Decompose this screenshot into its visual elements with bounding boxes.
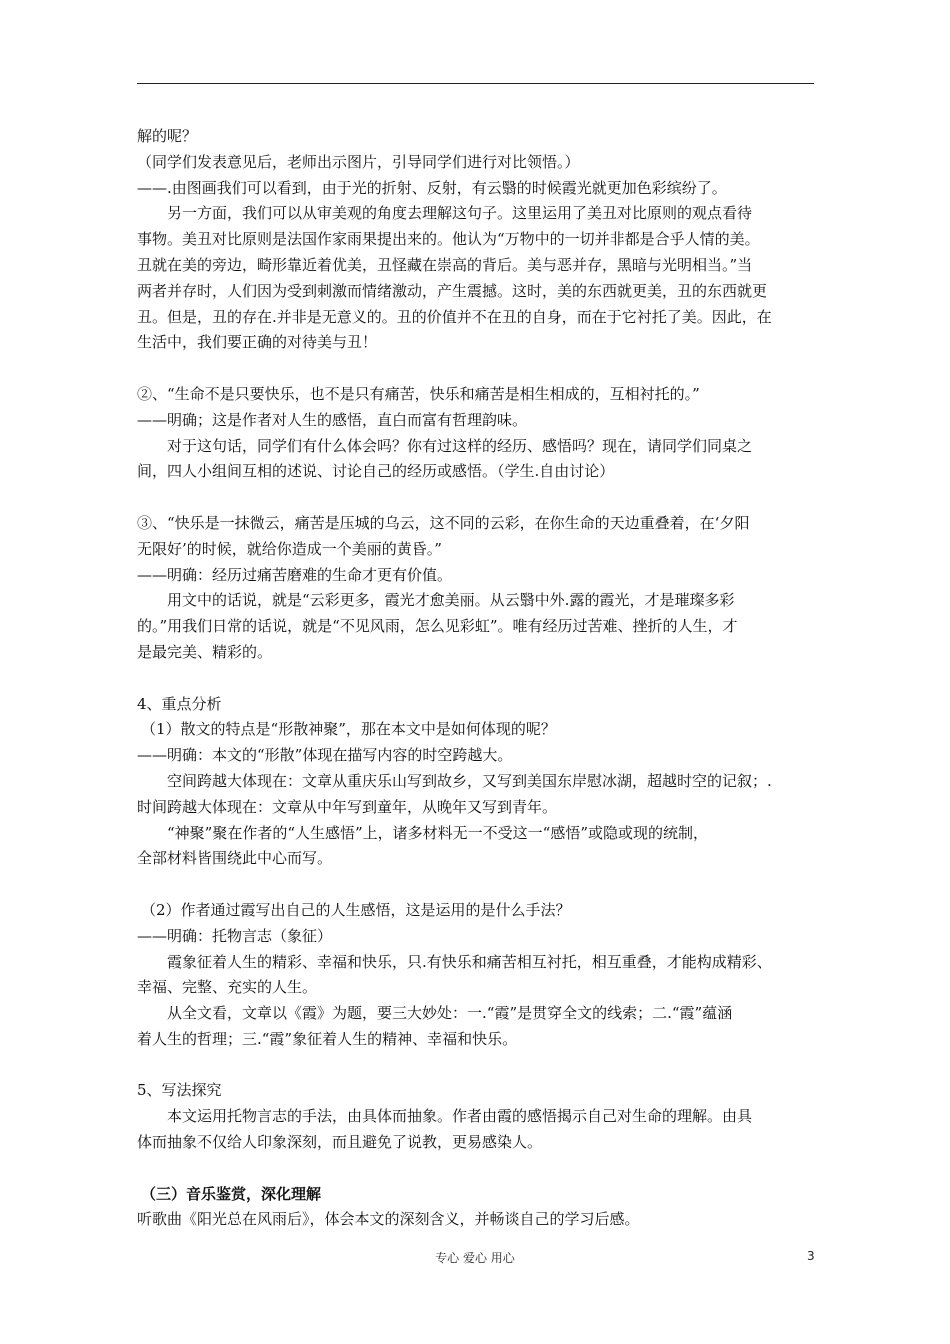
text-line: 对于这句话，同学们有什么体会吗？你有过这样的经历、感悟吗？现在，请同学们同桌之 bbox=[167, 436, 753, 455]
text-line: 全部材料皆围绕此中心而写。 bbox=[137, 849, 333, 868]
text-line: 着人生的哲理；三.“霞”象征着人生的精神、幸福和快乐。 bbox=[137, 1029, 518, 1048]
text-line: ——明确：本文的“形散”体现在描写内容的时空跨越大。 bbox=[137, 746, 513, 765]
text-line: 无限好’的时候，就给你造成一个美丽的黄昏。” bbox=[137, 539, 442, 558]
text-line: 丑。但是，丑的存在.并非是无意义的。丑的价值并不在丑的自身，而在于它衬托了美。因此，在 bbox=[137, 307, 772, 326]
text-line: ③、“快乐是一抹微云，痛苦是压城的乌云，这不同的云彩，在你生命的天边重叠着，在‘夕阳 bbox=[137, 513, 750, 532]
text-line: 本文运用托物言志的手法，由具体而抽象。作者由霞的感悟揭示自己对生命的理解。由具 bbox=[167, 1107, 753, 1126]
text-line: （2）作者通过霞写出自己的人生感悟，这是运用的是什么手法？ bbox=[141, 900, 571, 919]
page-number: 3 bbox=[807, 1249, 815, 1263]
text-line: 空间跨越大体现在：文章从重庆乐山写到故乡，又写到美国东岸慰冰湖，超越时空的记叙；. bbox=[167, 771, 772, 790]
section-heading: （三）音乐鉴赏，深化理解 bbox=[141, 1184, 322, 1203]
text-line: ——.由图画我们可以看到，由于光的折射、反射，有云翳的时候霞光就更加色彩缤纷了。 bbox=[137, 178, 727, 197]
text-line: 是最完美、精彩的。 bbox=[137, 642, 273, 661]
text-line: （1）散文的特点是“形散神聚”，那在本文中是如何体现的呢？ bbox=[141, 720, 556, 739]
text-line: 霞象征着人生的精彩、幸福和快乐，只.有快乐和痛苦相互衬托，相互重叠，才能构成精彩、 bbox=[167, 952, 772, 971]
text-line: 体而抽象不仅给人印象深刻，而且避免了说教，更易感染人。 bbox=[137, 1133, 543, 1152]
blank-line bbox=[137, 485, 815, 511]
blank-line bbox=[137, 356, 815, 382]
text-line: ——明确：经历过痛苦磨难的生命才更有价值。 bbox=[137, 565, 453, 584]
text-line: 幸福、完整、充实的人生。 bbox=[137, 978, 318, 997]
text-line: ②、“生命不是只要快乐，也不是只有痛苦，快乐和痛苦是相生相成的，互相衬托的。” bbox=[137, 384, 700, 403]
text-line: 解的呢？ bbox=[137, 127, 198, 145]
blank-line bbox=[137, 666, 815, 692]
document-body bbox=[137, 124, 815, 1233]
header-rule bbox=[137, 83, 814, 84]
blank-line bbox=[137, 872, 815, 898]
page-footer bbox=[0, 1249, 950, 1269]
text-line: 用文中的话说，就是“云彩更多，霞光才愈美丽。从云翳中外.露的霞光，才是璀璨多彩 bbox=[167, 591, 735, 610]
text-line: （同学们发表意见后，老师出示图片，引导同学们进行对比领悟。） bbox=[137, 152, 580, 171]
footer-motto: 专心 爱心 用心 bbox=[435, 1251, 515, 1265]
text-line: 4、重点分析 bbox=[137, 694, 222, 713]
text-line: 生活中，我们要正确的对待美与丑！ bbox=[137, 333, 378, 352]
blank-line bbox=[137, 1053, 815, 1079]
blank-line bbox=[137, 1156, 815, 1182]
text-line: 时间跨越大体现在：文章从中年写到童年，从晚年又写到青年。 bbox=[137, 797, 558, 816]
text-line: 丑就在美的旁边，畸形靠近着优美，丑怪藏在崇高的背后。美与恶并存，黑暗与光明相当。”当 bbox=[137, 255, 753, 274]
text-line: ——明确：托物言志（象征） bbox=[137, 926, 333, 945]
text-line: 从全文看，文章以《霞》为题，要三大妙处：一.“霞”是贯穿全文的线索；二.“霞”蕴涵 bbox=[167, 1004, 733, 1023]
text-line: 事物。美丑对比原则是法国作家雨果提出来的。他认为“万物中的一切并非都是合乎人情的美。 bbox=[137, 230, 760, 249]
text-line: “神聚”聚在作者的“人生感悟”上，诸多材料无一不受这一“感悟”或隐或现的统制， bbox=[167, 823, 709, 842]
text-line: 5、写法探究 bbox=[137, 1081, 222, 1100]
text-line: ——明确；这是作者对人生的感悟，直白而富有哲理韵味。 bbox=[137, 410, 528, 429]
text-line: 另一方面，我们可以从审美观的角度去理解这句子。这里运用了美丑对比原则的观点看待 bbox=[167, 204, 753, 223]
text-line: 听歌曲《阳光总在风雨后》，体会本文的深刻含义，并畅谈自己的学习后感。 bbox=[137, 1210, 640, 1229]
text-line: 间，四人小组间互相的述说、讨论自己的经历或感悟。（学生.自由讨论） bbox=[137, 462, 615, 481]
text-line: 的。”用我们日常的话说，就是“不见风雨，怎么见彩虹”。唯有经历过苦难、挫折的人生，才 bbox=[137, 617, 738, 636]
text-line: 两者并存时，人们因为受到刺激而情绪激动，产生震撼。这时，美的东西就更美，丑的东西就更 bbox=[137, 281, 768, 300]
